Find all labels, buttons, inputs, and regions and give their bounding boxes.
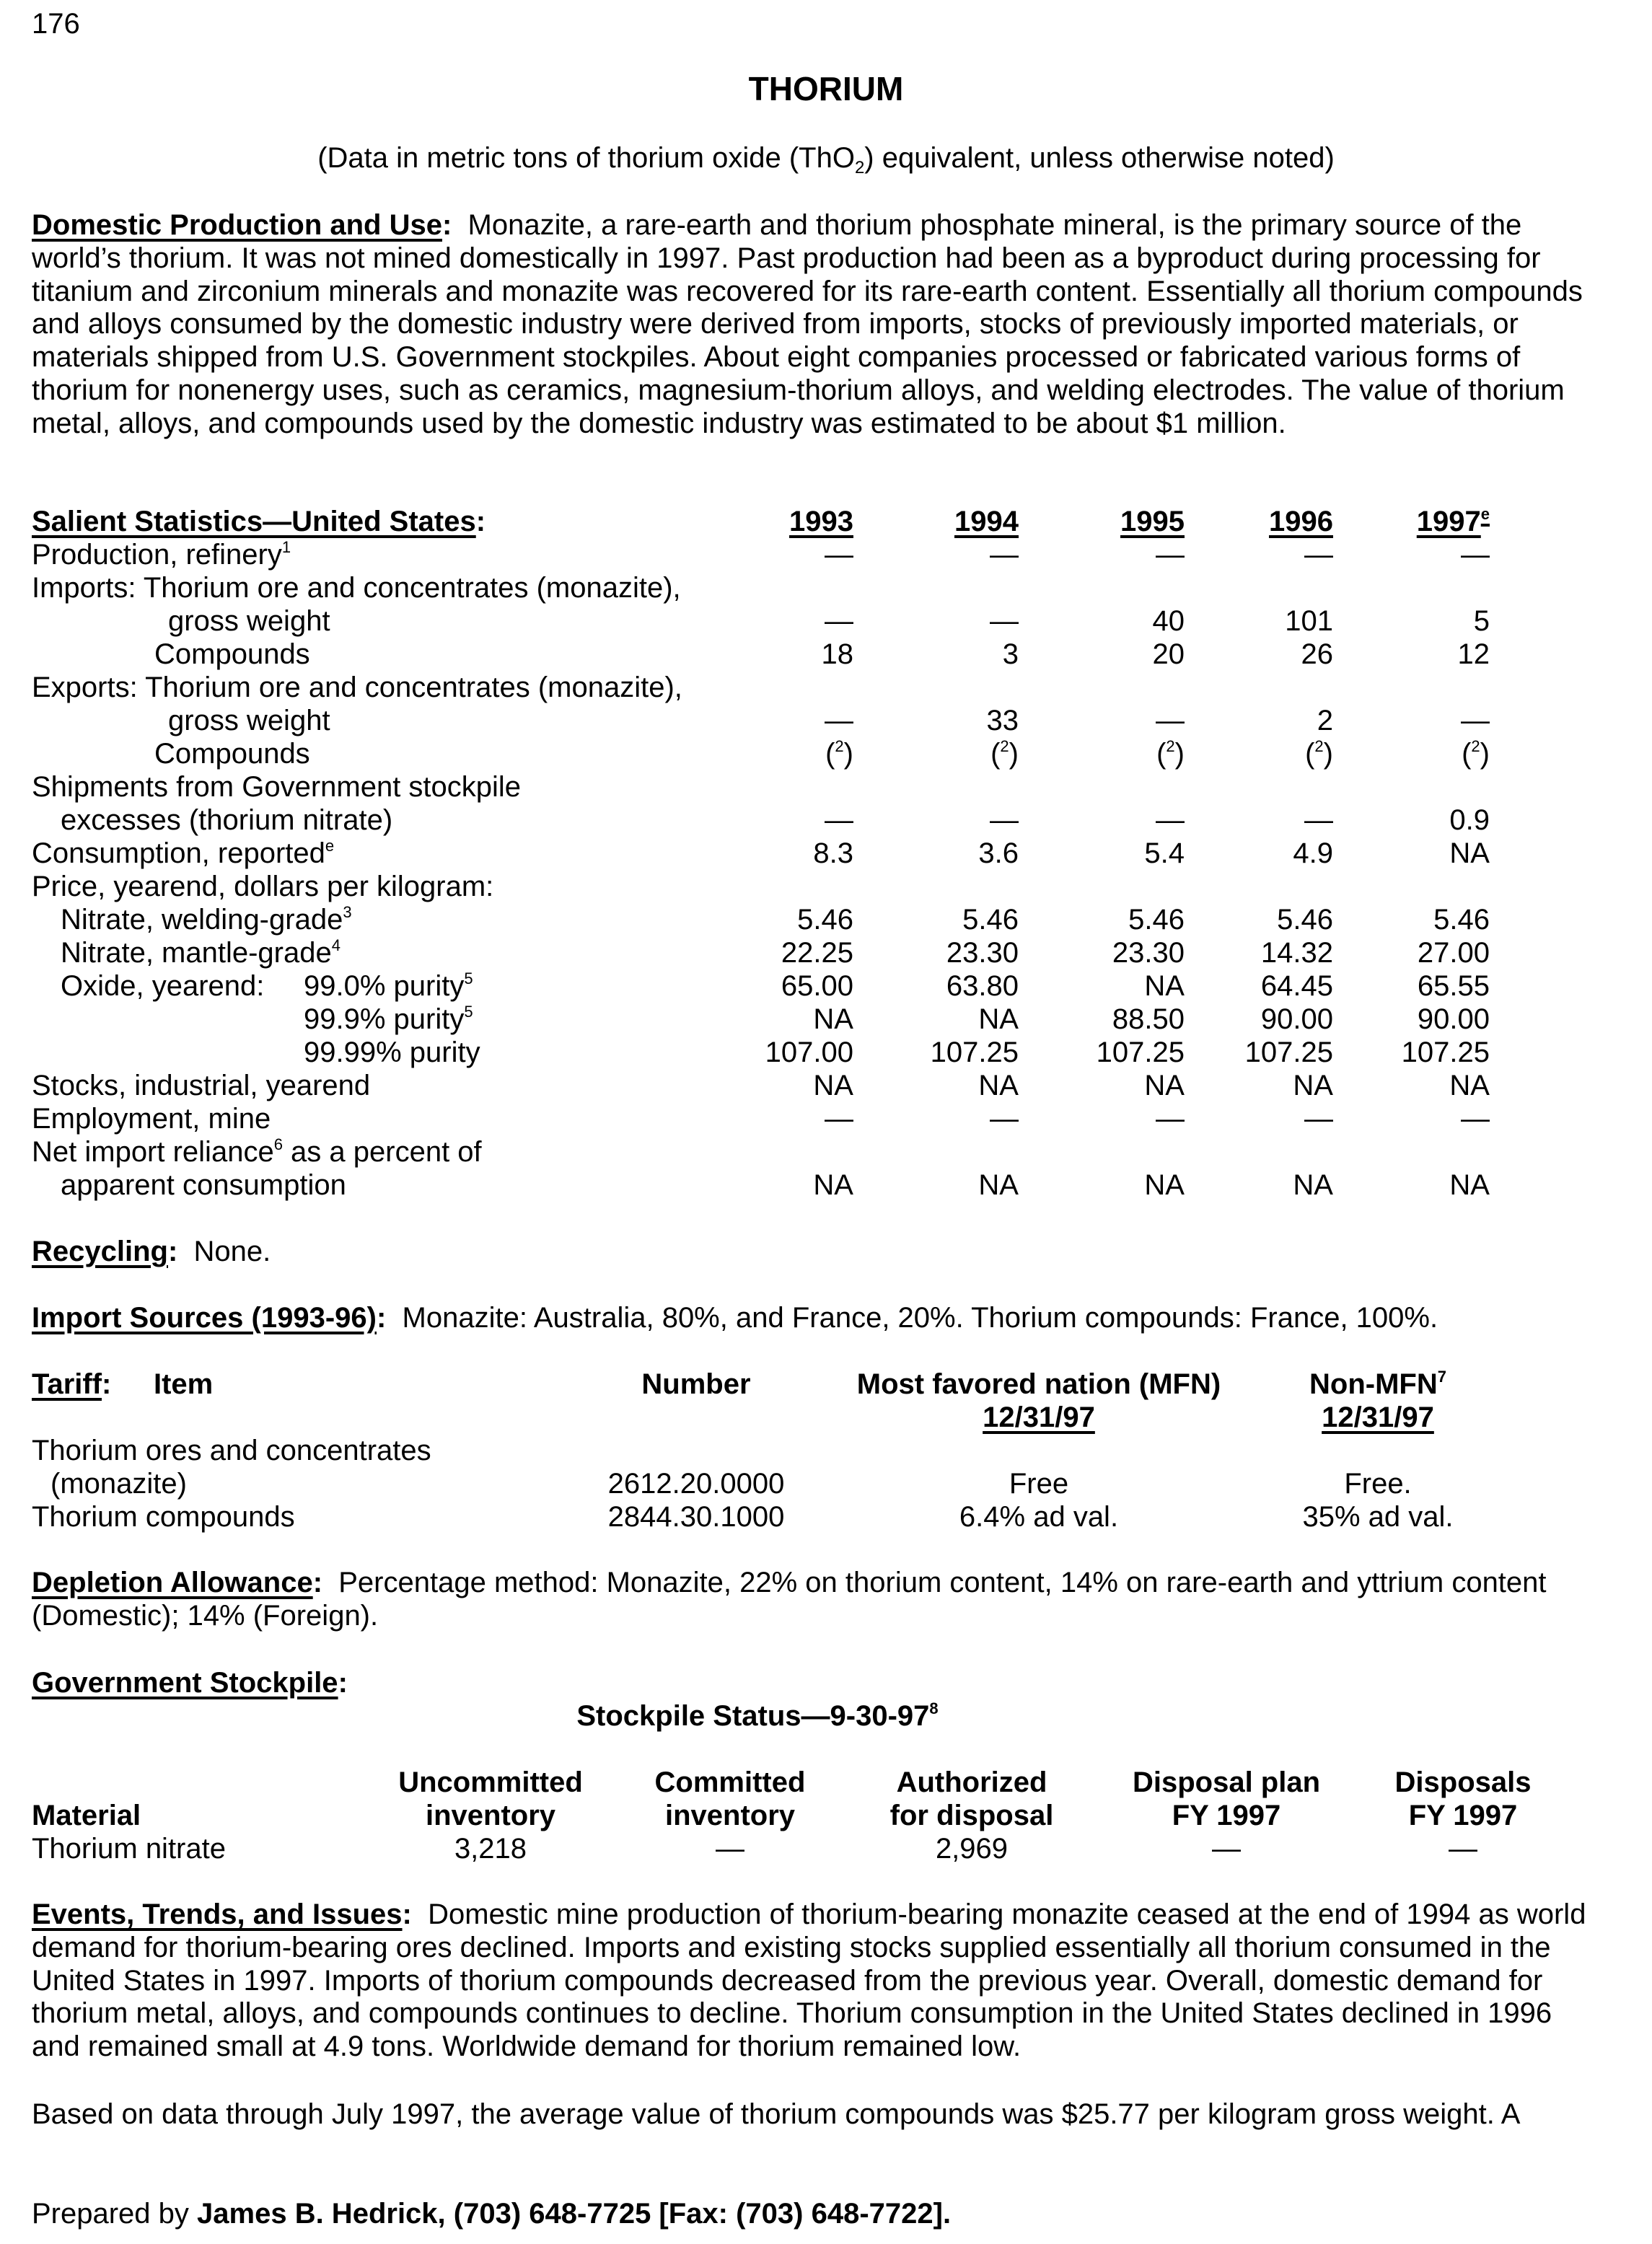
row-label: excesses (thorium nitrate) — [61, 804, 393, 836]
row-label: Employment, mine — [32, 1103, 271, 1135]
depletion-heading: Depletion Allowance — [32, 1567, 313, 1598]
cell: 3 — [1002, 638, 1019, 670]
cell: 101 — [1285, 605, 1333, 637]
stockpile-table-title: Stockpile $Status—9-30-97^8$ — [576, 1699, 939, 1732]
cell: — — [1461, 1103, 1490, 1135]
year-header: 1995 — [1120, 506, 1185, 537]
cell: NA — [978, 1070, 1019, 1101]
year-header: 1993 — [789, 506, 853, 537]
cell: 5.46 — [1433, 904, 1490, 936]
cell: NA — [1449, 1070, 1490, 1101]
cell: 107.25 — [1401, 1037, 1490, 1068]
domestic-production-heading: Domestic Production and Use — [32, 209, 442, 241]
stockpile-col-header: FY 1997 — [1408, 1800, 1518, 1831]
row-label: apparent consumption — [61, 1169, 346, 1201]
cell: 20 — [1152, 638, 1185, 670]
events-text: Domestic mine production of thorium-bearing monazite ceased at the end of 1994 as world demand for thorium-bearing ores declined. Imports and existing stocks supplied essentially all thorium consumed in the United States in 1997. Imports of thorium compounds decreased from the previous year. Overall, domestic demand for thorium metal, alloys, and compounds continues to decline. Thorium consumption in the United States declined in 1996 and remained small at 4.9 tons. Worldwide demand for thorium remained low. — [32, 1898, 1586, 2063]
cell: NA — [1144, 1169, 1185, 1201]
cell: — — [990, 1103, 1019, 1135]
cell: 5 — [1473, 605, 1490, 637]
cell: — — [1156, 539, 1185, 571]
cell: NA — [813, 1169, 853, 1201]
cell: 22.25 — [781, 937, 853, 969]
page-title: THORIUM — [748, 70, 904, 107]
stockpile-col-header: Authorized — [896, 1766, 1047, 1798]
cell: 4.9 — [1293, 837, 1333, 869]
cell: — — [990, 605, 1019, 637]
row-label: Net import reliance$^6$ as a percent of — [32, 1135, 482, 1168]
recycling-heading: Recycling — [32, 1236, 168, 1267]
stockpile-cell: — — [716, 1833, 744, 1865]
import-sources-heading: Import Sources (1993-96) — [32, 1302, 377, 1334]
row-label: Nitrate, welding-grade$^3$ — [61, 903, 352, 936]
cell: NA — [1293, 1169, 1333, 1201]
cell: — — [1304, 1103, 1333, 1135]
row-label: Nitrate, mantle-grade$^4$ — [61, 936, 340, 969]
cell: 18 — [821, 638, 853, 670]
cell: — — [825, 539, 853, 571]
stockpile-col-header: Disposal plan — [1132, 1766, 1321, 1798]
cell: 5.46 — [1128, 904, 1185, 936]
year-header: 1996 — [1269, 506, 1333, 537]
row-sublabel: 99.9% purity$^5$ — [304, 1003, 473, 1035]
import-sources-section: Import Sources (1993-96): Monazite: Australia, 80%, and France, 20%. Thorium compounds: France, 100%. — [32, 1302, 1438, 1334]
tariff-number: 2612.20.0000 — [607, 1468, 785, 1500]
cell: 107.25 — [1244, 1037, 1333, 1068]
cell: 8.3 — [813, 837, 853, 869]
year-header: 1994 — [954, 506, 1019, 537]
row-label: Imports: Thorium ore and concentrates (monazite), — [32, 572, 681, 604]
tariff-col-mfn: Most favored nation (MFN) — [856, 1368, 1221, 1400]
recycling-text: None. — [193, 1236, 271, 1267]
cell: 5.46 — [1277, 904, 1333, 936]
page-subtitle — [0, 141, 1652, 175]
row-label: Oxide, yearend: — [61, 970, 265, 1002]
cell: 63.80 — [946, 970, 1019, 1002]
subtitle-text: (Data in metric tons of thorium oxide (ThO — [317, 142, 855, 174]
stockpile-material: Thorium nitrate — [32, 1833, 226, 1865]
cell: 90.00 — [1417, 1003, 1490, 1035]
events-heading: Events, Trends, and Issues — [32, 1898, 403, 1930]
cell: 12 — [1457, 638, 1490, 670]
tariff-mfn: 6.4% ad val. — [959, 1501, 1119, 1533]
row-label: gross weight — [168, 605, 330, 637]
row-sublabel: 99.99% purity — [304, 1037, 480, 1068]
cell: 23.30 — [1112, 937, 1185, 969]
cell: — — [825, 804, 853, 836]
page-number: 176 — [32, 8, 80, 40]
recycling-section: Recycling: None. — [32, 1236, 271, 1267]
stockpile-col-header: FY 1997 — [1172, 1800, 1281, 1831]
tariff-heading: Tariff: — [32, 1368, 112, 1400]
cell: 27.00 — [1417, 937, 1490, 969]
tariff-item: Thorium compounds — [32, 1501, 295, 1533]
tariff-number: 2844.30.1000 — [607, 1501, 785, 1533]
cell: 5.46 — [797, 904, 853, 936]
stockpile-col-material: Material — [32, 1800, 141, 1831]
stockpile-col-header: for disposal — [889, 1800, 1054, 1831]
cell: 2 — [1317, 705, 1333, 736]
stockpile-cell: — — [1212, 1833, 1241, 1865]
cell: NA — [813, 1070, 853, 1101]
footnote-cell: ($^2$) — [1305, 737, 1333, 770]
tariff-item-cont: (monazite) — [50, 1468, 187, 1500]
cell: NA — [978, 1169, 1019, 1201]
cell: 107.25 — [930, 1037, 1019, 1068]
import-sources-text: Monazite: Australia, 80%, and France, 20%. Thorium compounds: France, 100%. — [402, 1302, 1438, 1334]
row-label: Stocks, industrial, yearend — [32, 1070, 371, 1101]
cell: 107.00 — [765, 1037, 853, 1068]
stockpile-col-header: Disposals — [1394, 1766, 1532, 1798]
cell: NA — [978, 1003, 1019, 1035]
cell: 0.9 — [1449, 804, 1490, 836]
tariff-item: Thorium ores and concentrates — [32, 1435, 431, 1466]
depletion-text: Percentage method: Monazite, 22% on thorium content, 14% on rare-earth and yttrium content (Domestic); 14% (Foreign). — [32, 1567, 1547, 1632]
cell: 40 — [1152, 605, 1185, 637]
salient-heading: Salient Statistics—United States: — [32, 506, 486, 537]
tariff-col-non-mfn: Non-MFN$^7$ — [1309, 1368, 1446, 1400]
cell: — — [1156, 804, 1185, 836]
tariff-non-mfn: 35% ad val. — [1302, 1501, 1454, 1533]
footnote-cell: ($^2$) — [1156, 737, 1185, 770]
stockpile-col-header: Committed — [654, 1766, 806, 1798]
cell: 5.46 — [962, 904, 1019, 936]
row-label: Exports: Thorium ore and concentrates (monazite), — [32, 672, 682, 703]
cell: NA — [1293, 1070, 1333, 1101]
cell: — — [990, 804, 1019, 836]
cell: 90.00 — [1260, 1003, 1333, 1035]
footnote-cell: ($^2$) — [1462, 737, 1490, 770]
cell: 65.55 — [1417, 970, 1490, 1002]
cell: — — [1304, 539, 1333, 571]
row-label: Compounds — [154, 738, 310, 770]
row-label: Compounds — [154, 638, 310, 670]
events-section: Events, Trends, and Issues: Domestic mine production of thorium-bearing monazite ceased at the end of 1994 as world demand for thorium-bearing ores declined. Imports and existing stocks supplied essentially all thorium consumed in the United States in 1997. Imports of thorium compounds decreased from the previous year. Overall, domestic demand for thorium metal, alloys, and compounds continues to decline. Thorium consumption in the United States declined in 1996 and remained small at 4.9 tons. Worldwide demand for thorium remained low. — [32, 1898, 1586, 2063]
stockpile-col-header: inventory — [664, 1800, 796, 1831]
cell: NA — [1144, 1070, 1185, 1101]
row-label: Price, yearend, dollars per kilogram: — [32, 871, 494, 902]
cell: 33 — [986, 705, 1019, 736]
cell: — — [1156, 705, 1185, 736]
stockpile-heading: Government Stockpile: — [32, 1667, 348, 1699]
tariff-col-item: Item — [154, 1368, 214, 1400]
cell: — — [990, 539, 1019, 571]
depletion-section: Depletion Allowance: Percentage method: Monazite, 22% on thorium content, 14% on rare-earth and yttrium content (Domestic); 14% (Foreign). — [32, 1567, 1547, 1632]
tariff-col-non-mfn-date: 12/31/97 — [1322, 1402, 1434, 1433]
subtitle-subscript: 2 — [854, 158, 865, 177]
row-label: Shipments from Government stockpile — [32, 771, 522, 803]
cell: — — [1461, 705, 1490, 736]
subtitle-text-end: ) equivalent, unless otherwise noted) — [864, 142, 1335, 174]
cell: — — [1461, 539, 1490, 571]
tariff-col-number: Number — [641, 1368, 751, 1400]
footnote-cell: ($^2$) — [990, 737, 1019, 770]
cell: 3.6 — [978, 837, 1019, 869]
events-text-continued: Based on data through July 1997, the average value of thorium compounds was $25.77 per kilogram gross weight. A — [32, 2098, 1521, 2130]
author-contact: James B. Hedrick, (703) 648-7725 [Fax: (703) 648-7722]. — [197, 2198, 952, 2230]
domestic-production-text: Monazite, a rare-earth and thorium phosphate mineral, is the primary source of the world’s thorium. It was not mined domestically in 1997. Past production had been as a byproduct during processing for titanium and zirconium minerals and monazite was recovered for its rare-earth content. Essentially all thorium compounds and alloys consumed by the domestic industry were derived from imports, stocks of previously imported materials, or materials shipped from U.S. Government stockpiles. About eight companies processed or fabricated various forms of thorium for nonenergy uses, such as ceramics, magnesium-thorium alloys, and welding electrodes. The value of thorium metal, alloys, and compounds used by the domestic industry was estimated to be about $1 million. — [32, 209, 1583, 439]
cell: 65.00 — [781, 970, 853, 1002]
cell: — — [825, 605, 853, 637]
row-label: Consumption, reported$^e$ — [32, 837, 335, 869]
cell: 88.50 — [1112, 1003, 1185, 1035]
prepared-by: Prepared by James B. Hedrick, (703) 648-7725 [Fax: (703) 648-7722]. — [32, 2198, 952, 2230]
cell: NA — [813, 1003, 853, 1035]
stockpile-cell: 3,218 — [454, 1833, 527, 1865]
footnote-cell: ($^2$) — [825, 737, 853, 770]
cell: 14.32 — [1260, 937, 1333, 969]
stockpile-col-header: inventory — [425, 1800, 556, 1831]
tariff-mfn: Free — [1009, 1468, 1069, 1500]
cell: NA — [1449, 837, 1490, 869]
row-label: gross weight — [168, 705, 330, 736]
tariff-col-mfn-date: 12/31/97 — [983, 1402, 1095, 1433]
cell: — — [1156, 1103, 1185, 1135]
cell: 64.45 — [1260, 970, 1333, 1002]
cell: NA — [1144, 970, 1185, 1002]
stockpile-cell: — — [1449, 1833, 1477, 1865]
cell: — — [825, 705, 853, 736]
cell: — — [825, 1103, 853, 1135]
year-header: 1997e — [1416, 505, 1490, 537]
cell: 23.30 — [946, 937, 1019, 969]
stockpile-cell: 2,969 — [935, 1833, 1009, 1865]
row-label: Production, refinery$^1$ — [32, 538, 291, 571]
cell: 26 — [1301, 638, 1333, 670]
cell: 5.4 — [1144, 837, 1185, 869]
cell: 107.25 — [1096, 1037, 1185, 1068]
tariff-non-mfn: Free. — [1344, 1468, 1412, 1500]
cell: NA — [1449, 1169, 1490, 1201]
row-sublabel: 99.0% purity$^5$ — [304, 969, 473, 1002]
domestic-production-section: Domestic Production and Use: Monazite, a rare-earth and thorium phosphate mineral, is the primary source of the world’s thorium. It was not mined domestically in 1997. Past production had been as a byproduct during processing for titanium and zirconium minerals and monazite was recovered for its rare-earth content. Essentially all thorium compounds and alloys consumed by the domestic industry were derived from imports, stocks of previously imported materials, or materials shipped from U.S. Government stockpiles. About eight companies processed or fabricated various forms of thorium for nonenergy uses, such as ceramics, magnesium-thorium alloys, and welding electrodes. The value of thorium metal, alloys, and compounds used by the domestic industry was estimated to be about $1 million. — [32, 209, 1583, 439]
cell: — — [1304, 804, 1333, 836]
stockpile-col-header: Uncommitted — [398, 1766, 583, 1798]
